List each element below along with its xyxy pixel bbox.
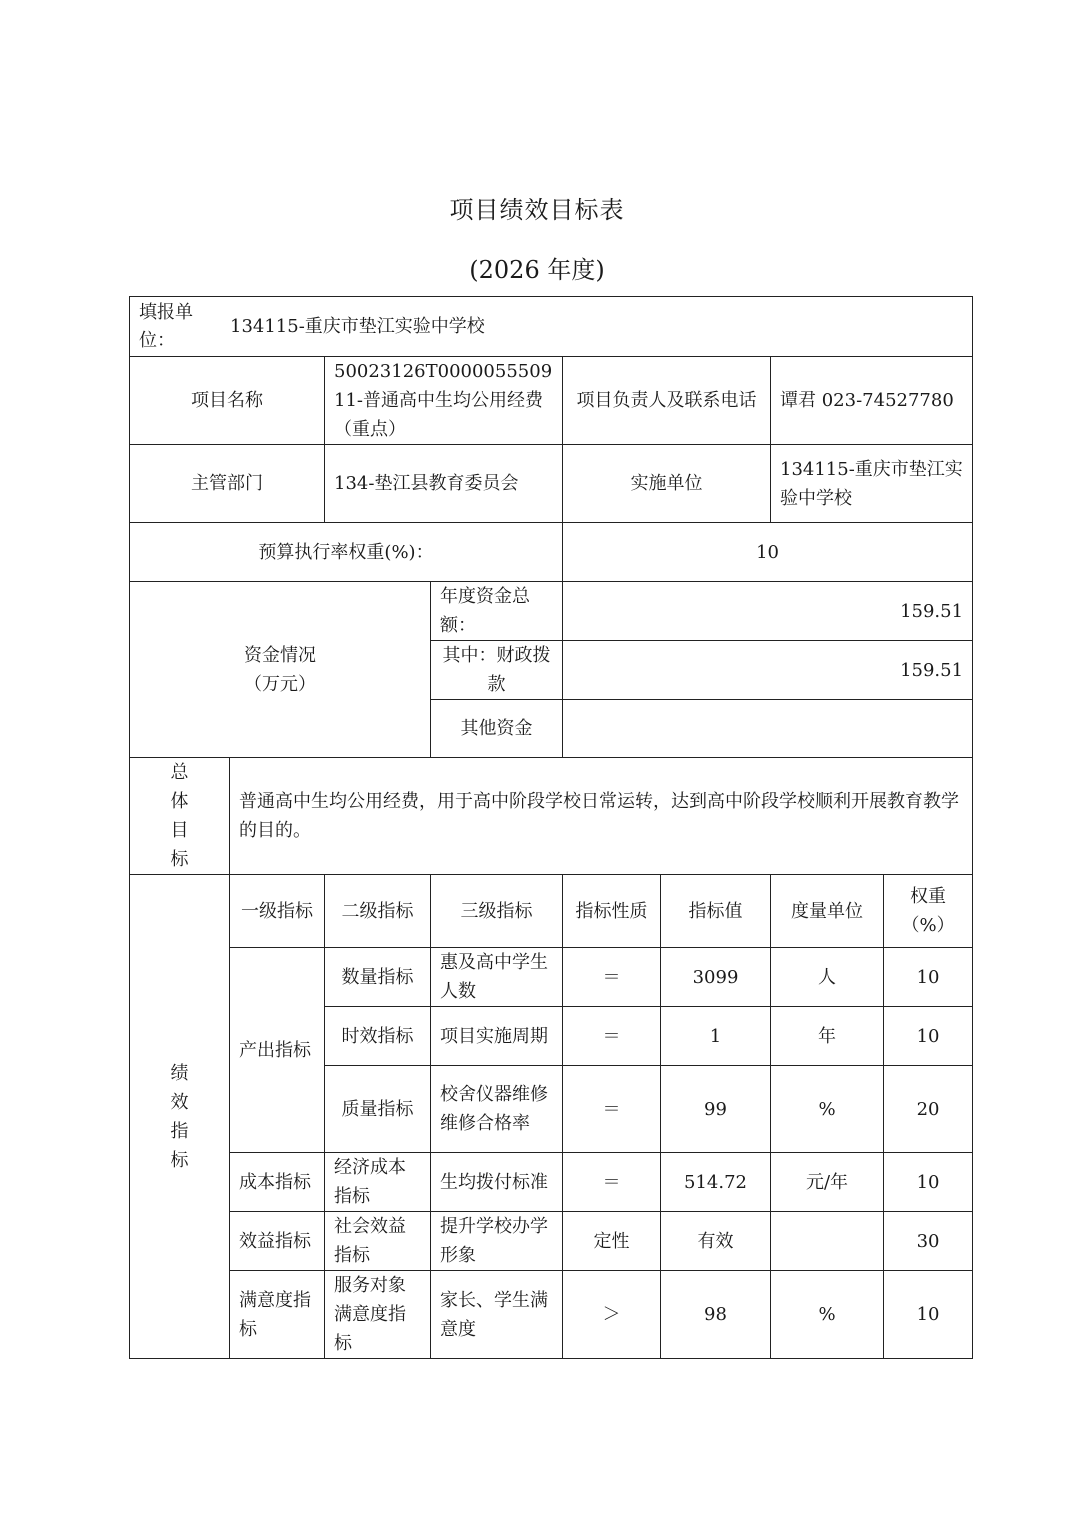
row-level3: 家长、学生满意度 [431,1271,563,1359]
page-subtitle-year: (2026 年度) [469,256,605,284]
row-level2: 社会效益指标 [325,1212,431,1271]
row-funds-total [130,582,973,641]
row-nature: ＝ [563,1153,661,1212]
row-reporting-unit [130,297,973,357]
funds-label: 资金情况（万元） [244,644,316,695]
budget-rate-label: 预算执行率权重(%)： [130,523,563,582]
row-nature: ＞ [563,1271,661,1359]
group-cost: 成本指标 [230,1153,325,1212]
department-label: 主管部门 [130,445,325,523]
row-nature: 定性 [563,1212,661,1271]
row-weight: 30 [884,1212,973,1271]
table-row [130,948,973,1007]
row-nature: ＝ [563,948,661,1007]
group-satisfaction: 满意度指标 [230,1271,325,1359]
row-level3: 校舍仪器维修维修合格率 [431,1066,563,1153]
table-row [130,1212,973,1271]
row-level3: 生均拨付标准 [431,1153,563,1212]
row-value: 3099 [661,948,771,1007]
row-weight: 10 [884,1271,973,1359]
reporting-unit-label: 填报单位： [139,301,193,351]
row-weight: 10 [884,1007,973,1066]
row-unit: 人 [771,948,884,1007]
funds-other-label: 其他资金 [431,700,563,758]
row-unit: % [771,1271,884,1359]
header-value: 指标值 [661,875,771,948]
row-value: 1 [661,1007,771,1066]
row-value: 99 [661,1066,771,1153]
row-weight: 20 [884,1066,973,1153]
row-project [130,357,973,445]
page-title: 项目绩效目标表 [449,196,625,224]
header-nature: 指标性质 [563,875,661,948]
performance-target-table [129,296,973,1359]
row-unit: 年 [771,1007,884,1066]
header-weight: 权重（%） [884,875,973,948]
project-name-label: 项目名称 [130,357,325,445]
row-unit [771,1212,884,1271]
row-nature: ＝ [563,1007,661,1066]
header-level3: 三级指标 [431,875,563,948]
indicators-section-label: 绩效指标 [170,1062,189,1171]
row-nature: ＝ [563,1066,661,1153]
row-indicator-header [130,875,973,948]
row-department [130,445,973,523]
header-level1: 一级指标 [230,875,325,948]
funds-total-label: 年度资金总额： [431,582,563,641]
implementing-unit-value: 134115-重庆市垫江实验中学校 [771,445,973,523]
group-benefit: 效益指标 [230,1212,325,1271]
goal-label: 总体目标 [170,762,189,870]
header-level2: 二级指标 [325,875,431,948]
row-level3: 惠及高中学生人数 [431,948,563,1007]
implementing-unit-label: 实施单位 [563,445,771,523]
table-row [130,1153,973,1212]
funds-fiscal-value: 159.51 [563,641,973,700]
reporting-unit-value: 134115-重庆市垫江实验中学校 [230,316,485,337]
group-output: 产出指标 [230,948,325,1153]
row-level3: 项目实施周期 [431,1007,563,1066]
row-unit: % [771,1066,884,1153]
row-level2: 时效指标 [325,1007,431,1066]
row-value: 514.72 [661,1153,771,1212]
project-owner-value: 谭君 023-74527780 [771,357,973,445]
funds-other-value [563,700,973,758]
row-level3: 提升学校办学形象 [431,1212,563,1271]
row-value: 98 [661,1271,771,1359]
row-weight: 10 [884,948,973,1007]
table-row [130,1271,973,1359]
row-value: 有效 [661,1212,771,1271]
goal-text: 普通高中生均公用经费，用于高中阶段学校日常运转，达到高中阶段学校顺利开展教育教学的目的。 [230,758,973,875]
project-name-value: 50023126T000005550911-普通高中生均公用经费（重点） [325,357,563,445]
row-level2: 服务对象满意度指标 [325,1271,431,1359]
funds-total-value: 159.51 [563,582,973,641]
project-owner-label: 项目负责人及联系电话 [563,357,771,445]
row-budget-rate [130,523,973,582]
row-weight: 10 [884,1153,973,1212]
row-level2: 经济成本指标 [325,1153,431,1212]
row-level2: 质量指标 [325,1066,431,1153]
row-unit: 元/年 [771,1153,884,1212]
header-unit: 度量单位 [771,875,884,948]
row-level2: 数量指标 [325,948,431,1007]
funds-fiscal-label: 其中：财政拨款 [431,641,563,700]
budget-rate-value: 10 [563,523,973,582]
row-overall-goal [130,758,973,875]
department-value: 134-垫江县教育委员会 [325,445,563,523]
